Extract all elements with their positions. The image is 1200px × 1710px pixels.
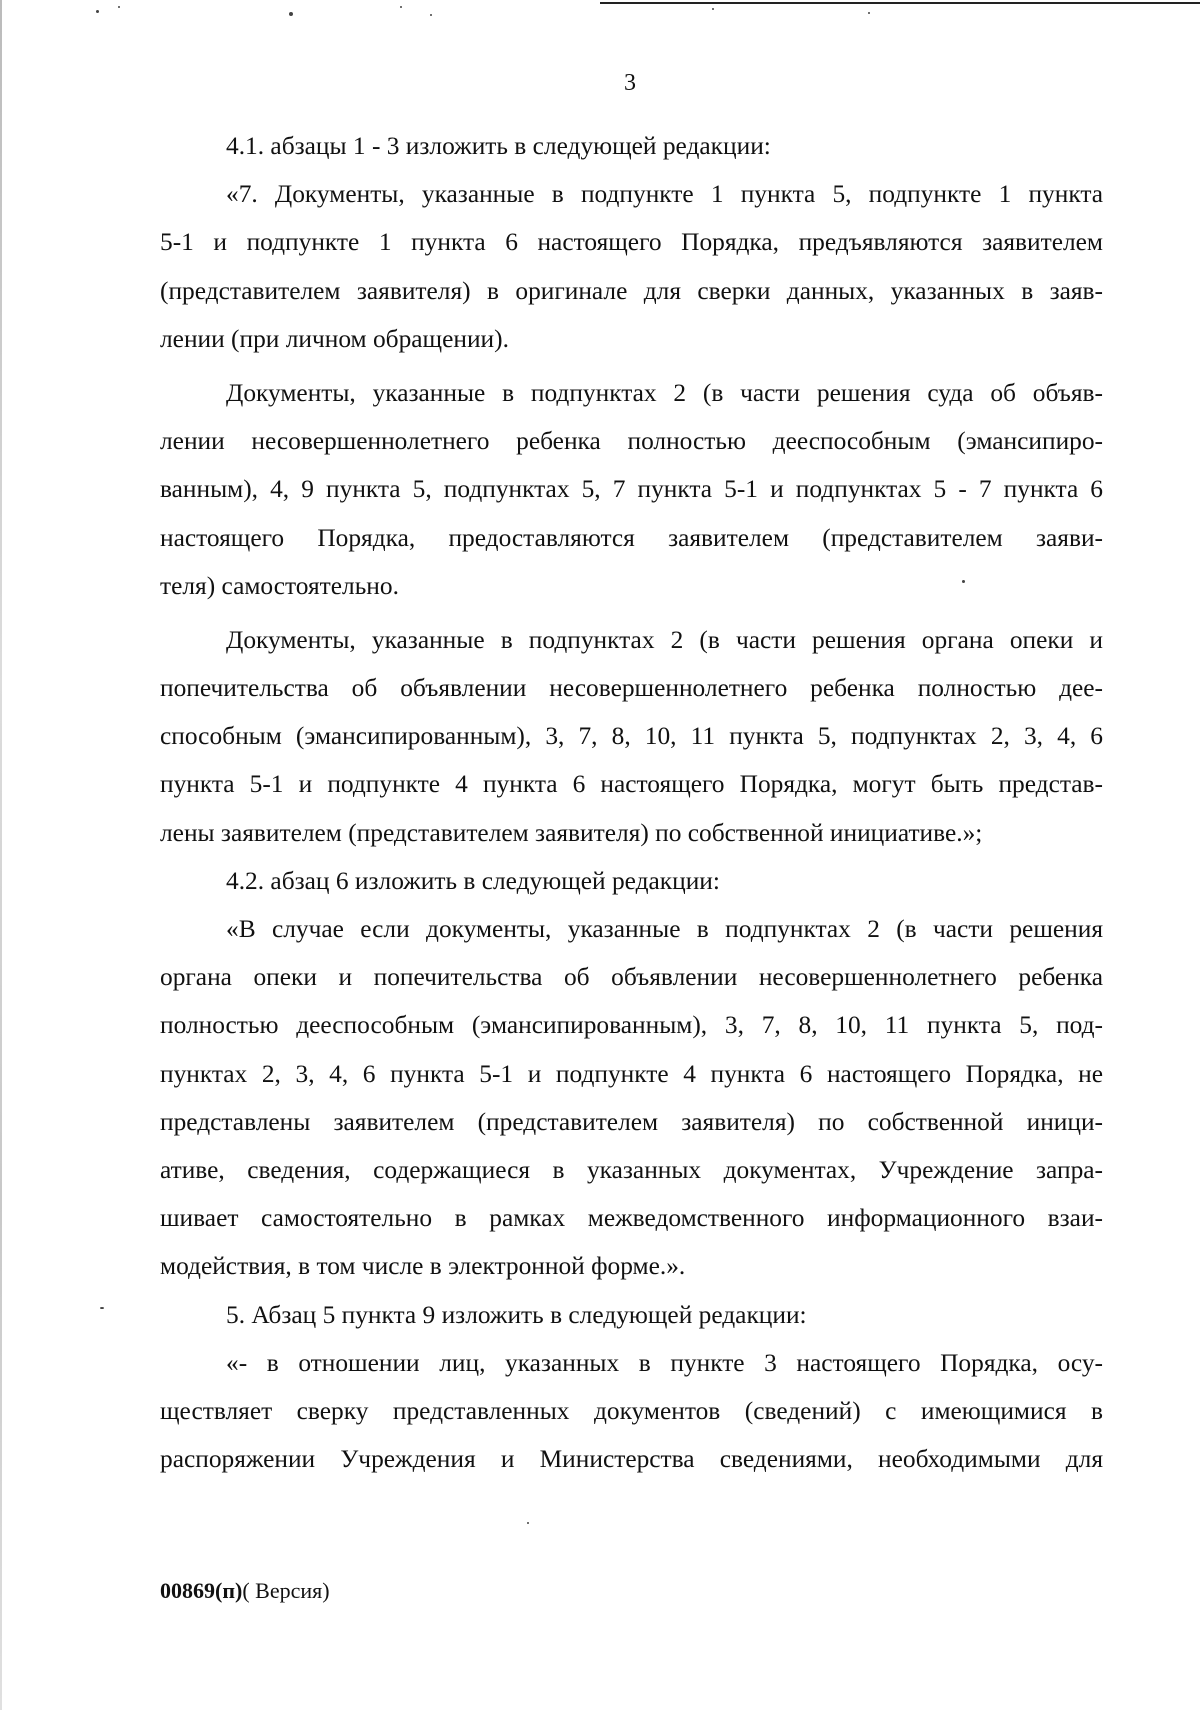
text-line: 5-1 и подпункте 1 пункта 6 настоящего Порядка, предъявляются заявителем: [160, 228, 1103, 257]
text-line: настоящего Порядка, предоставляются заявителем (представителем заяви-: [160, 523, 1103, 552]
scan-speck: [868, 12, 870, 14]
text-line: 5. Абзац 5 пункта 9 изложить в следующей редакции:: [226, 1300, 807, 1329]
text-line: «В случае если документы, указанные в подпунктах 2 (в части решения: [226, 915, 1103, 943]
text-line: лении несовершеннолетнего ребенка полностью дееспособным (эмансипиро-: [160, 427, 1103, 456]
scan-left-edge: [0, 0, 2, 1710]
scan-speck: [96, 10, 99, 13]
text-line: шивает самостоятельно в рамках межведомственного информационного взаи-: [160, 1204, 1103, 1233]
document-body: [160, 122, 1103, 1483]
scan-speck: [430, 14, 432, 16]
text-line: ванным), 4, 9 пункта 5, подпунктах 5, 7 пункта 5-1 и подпунктах 5 - 7 пункта 6: [160, 475, 1103, 504]
text-line: ществляет сверку представленных документов (сведений) с имеющимися в: [160, 1396, 1103, 1425]
scan-speck: [100, 1307, 104, 1309]
document-version: ( Версия): [242, 1578, 330, 1603]
text-line: (представителем заявителя) в оригинале для сверки данных, указанных в заяв-: [160, 276, 1103, 305]
text-line: лены заявителем (представителем заявителя) по собственной инициативе.»;: [160, 818, 983, 847]
scan-speck: [289, 12, 293, 16]
text-line: способным (эмансипированным), 3, 7, 8, 10, 11 пункта 5, подпунктах 2, 3, 4, 6: [160, 722, 1103, 751]
scan-top-line: [600, 2, 1200, 4]
scan-speck: [712, 8, 714, 10]
text-line: попечительства об объявлении несовершеннолетнего ребенка полностью дее-: [160, 674, 1103, 703]
text-line: распоряжении Учреждения и Министерства сведениями, необходимыми для: [160, 1445, 1103, 1474]
text-line: теля) самостоятельно.: [160, 571, 399, 600]
text-line: представлены заявителем (представителем заявителя) по собственной иници-: [160, 1107, 1103, 1136]
text-line: ативе, сведения, содержащиеся в указанных документах, Учреждение запра-: [160, 1155, 1103, 1184]
scan-speck: [527, 1522, 529, 1524]
text-line: 4.1. абзацы 1 - 3 изложить в следующей редакции:: [226, 132, 771, 160]
text-line: органа опеки и попечительства об объявлении несовершеннолетнего ребенка: [160, 963, 1103, 992]
text-line: 4.2. абзац 6 изложить в следующей редакции:: [226, 866, 720, 895]
scan-speck: [400, 6, 402, 8]
scan-speck: [118, 6, 120, 8]
text-line: лении (при личном обращении).: [160, 324, 509, 353]
text-line: модействия, в том числе в электронной форме.».: [160, 1252, 686, 1281]
text-line: Документы, указанные в подпунктах 2 (в части решения органа опеки и: [226, 625, 1103, 654]
text-line: «7. Документы, указанные в подпункте 1 пункта 5, подпункте 1 пункта: [226, 180, 1103, 209]
text-line: «- в отношении лиц, указанных в пункте 3 настоящего Порядка, осу-: [226, 1348, 1103, 1377]
document-code: 00869(п): [160, 1578, 243, 1603]
text-line: пункта 5-1 и подпункте 4 пункта 6 настоящего Порядка, могут быть представ-: [160, 770, 1103, 799]
text-line: пунктах 2, 3, 4, 6 пункта 5-1 и подпункте 4 пункта 6 настоящего Порядка, не: [160, 1059, 1103, 1088]
text-line: полностью дееспособным (эмансипированным), 3, 7, 8, 10, 11 пункта 5, под-: [160, 1011, 1103, 1040]
document-footer: [160, 1576, 330, 1606]
page-number: 3: [624, 70, 636, 96]
text-line: Документы, указанные в подпунктах 2 (в части решения суда об объяв-: [226, 378, 1103, 407]
